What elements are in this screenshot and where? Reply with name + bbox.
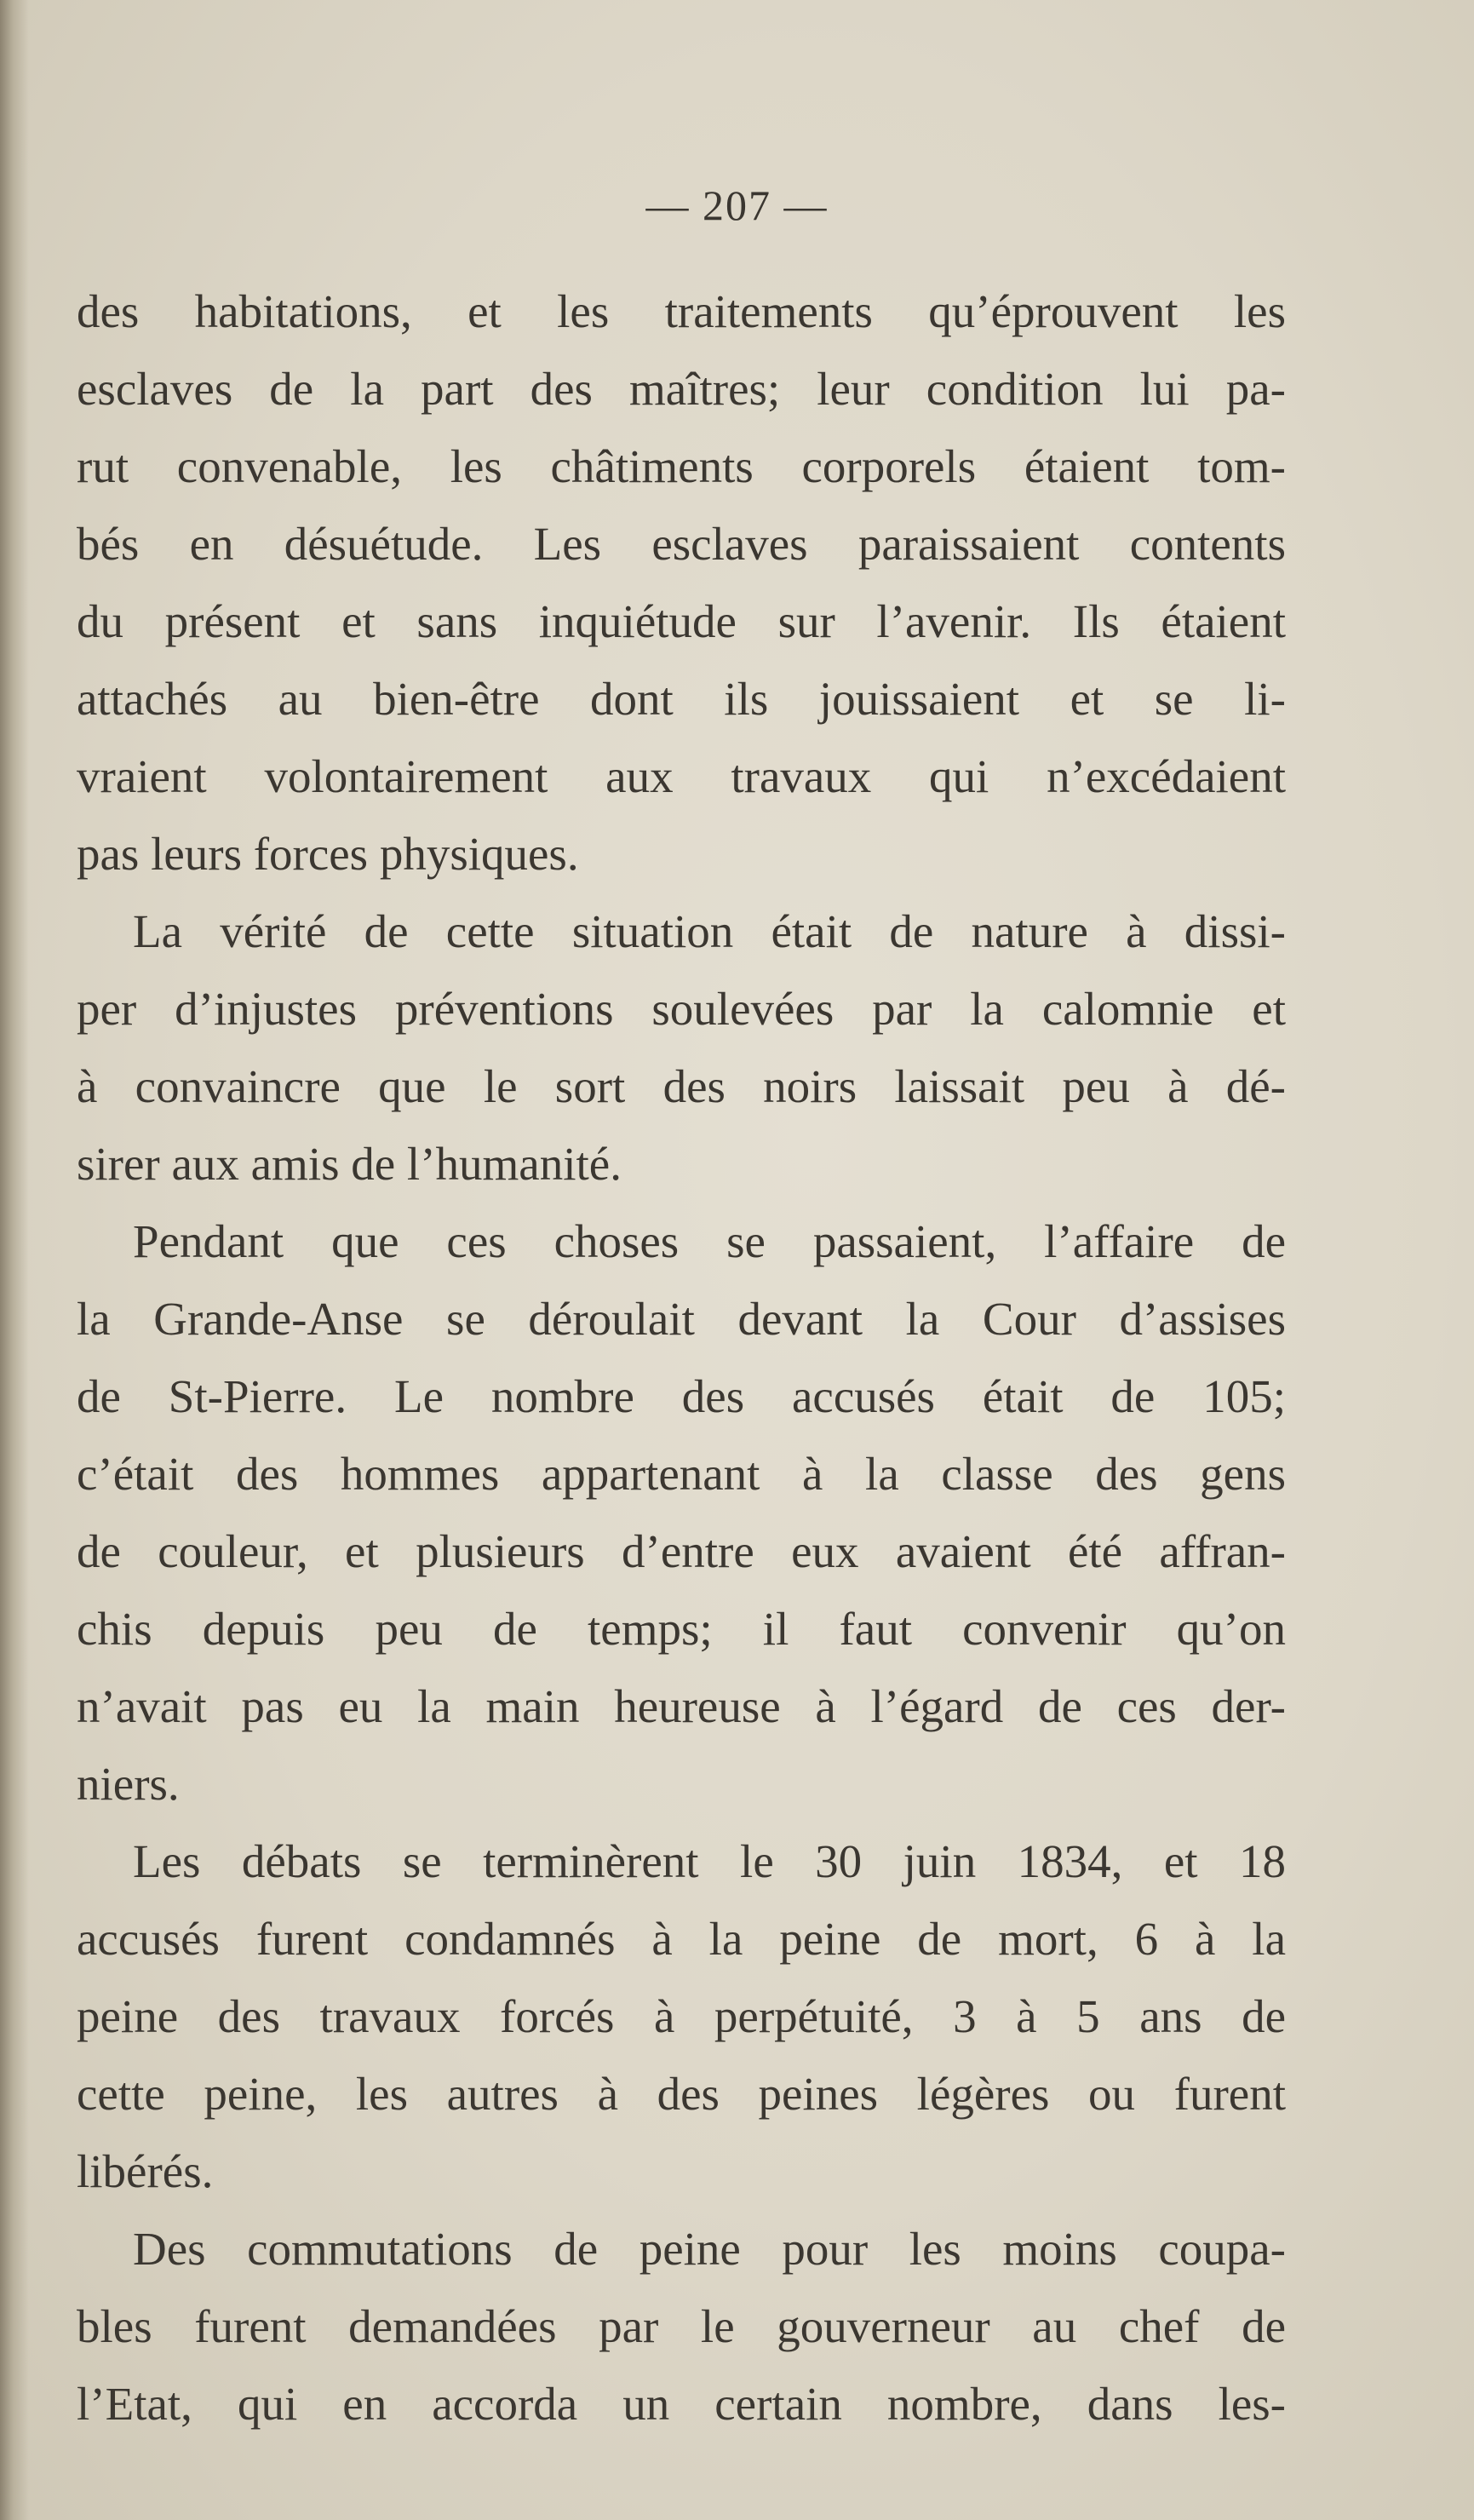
binding-gutter-shadow (0, 0, 29, 2520)
text-line: attachés au bien-être dont ils jouissaient et se li- (77, 673, 1286, 725)
text-line: accusés furent condamnés à la peine de mort, 6 à la (77, 1913, 1286, 1965)
text-line: Pendant que ces choses se passaient, l’affaire de (133, 1215, 1286, 1267)
text-line: de couleur, et plusieurs d’entre eux avaient été affran- (77, 1525, 1286, 1577)
text-line: peine des travaux forcés à perpétuité, 3 à 5 ans de (77, 1990, 1286, 2042)
page-number: — 207 — (645, 181, 829, 229)
body-text (77, 273, 1286, 2443)
text-line: sirer aux amis de l’humanité. (77, 1138, 622, 1190)
text-line: pas leurs forces physiques. (77, 828, 579, 880)
text-line: chis depuis peu de temps; il faut convenir qu’on (77, 1603, 1286, 1655)
text-line: l’Etat, qui en accorda un certain nombre, dans les- (77, 2378, 1286, 2430)
text-line: de St-Pierre. Le nombre des accusés était de 105; (77, 1370, 1286, 1422)
text-line: Les débats se terminèrent le 30 juin 1834, et 18 (133, 1835, 1286, 1887)
text-line: n’avait pas eu la main heureuse à l’égard de ces der- (77, 1680, 1286, 1732)
text-line: libérés. (77, 2145, 214, 2197)
text-line: vraient volontairement aux travaux qui n’excédaient (77, 750, 1286, 802)
text-line: bés en désuétude. Les esclaves paraissaient contents (77, 518, 1286, 570)
text-line: cette peine, les autres à des peines légères ou furent (77, 2068, 1286, 2120)
text-line: esclaves de la part des maîtres; leur condition lui pa- (77, 363, 1286, 415)
text-line: à convaincre que le sort des noirs laissait peu à dé- (77, 1060, 1286, 1112)
text-line: c’était des hommes appartenant à la classe des gens (77, 1448, 1286, 1500)
text-line: des habitations, et les traitements qu’éprouvent les (77, 285, 1286, 337)
text-line: La vérité de cette situation était de nature à dissi- (133, 905, 1286, 957)
text-line: rut convenable, les châtiments corporels étaient tom- (77, 440, 1286, 492)
text-line: du présent et sans inquiétude sur l’avenir. Ils étaient (77, 595, 1286, 647)
text-line: bles furent demandées par le gouverneur au chef de (77, 2300, 1286, 2352)
text-line: per d’injustes préventions soulevées par la calomnie et (77, 983, 1286, 1035)
text-line: niers. (77, 1758, 180, 1810)
text-line: Des commutations de peine pour les moins coupa- (133, 2223, 1286, 2275)
text-line: la Grande-Anse se déroulait devant la Cour d’assises (77, 1293, 1286, 1345)
